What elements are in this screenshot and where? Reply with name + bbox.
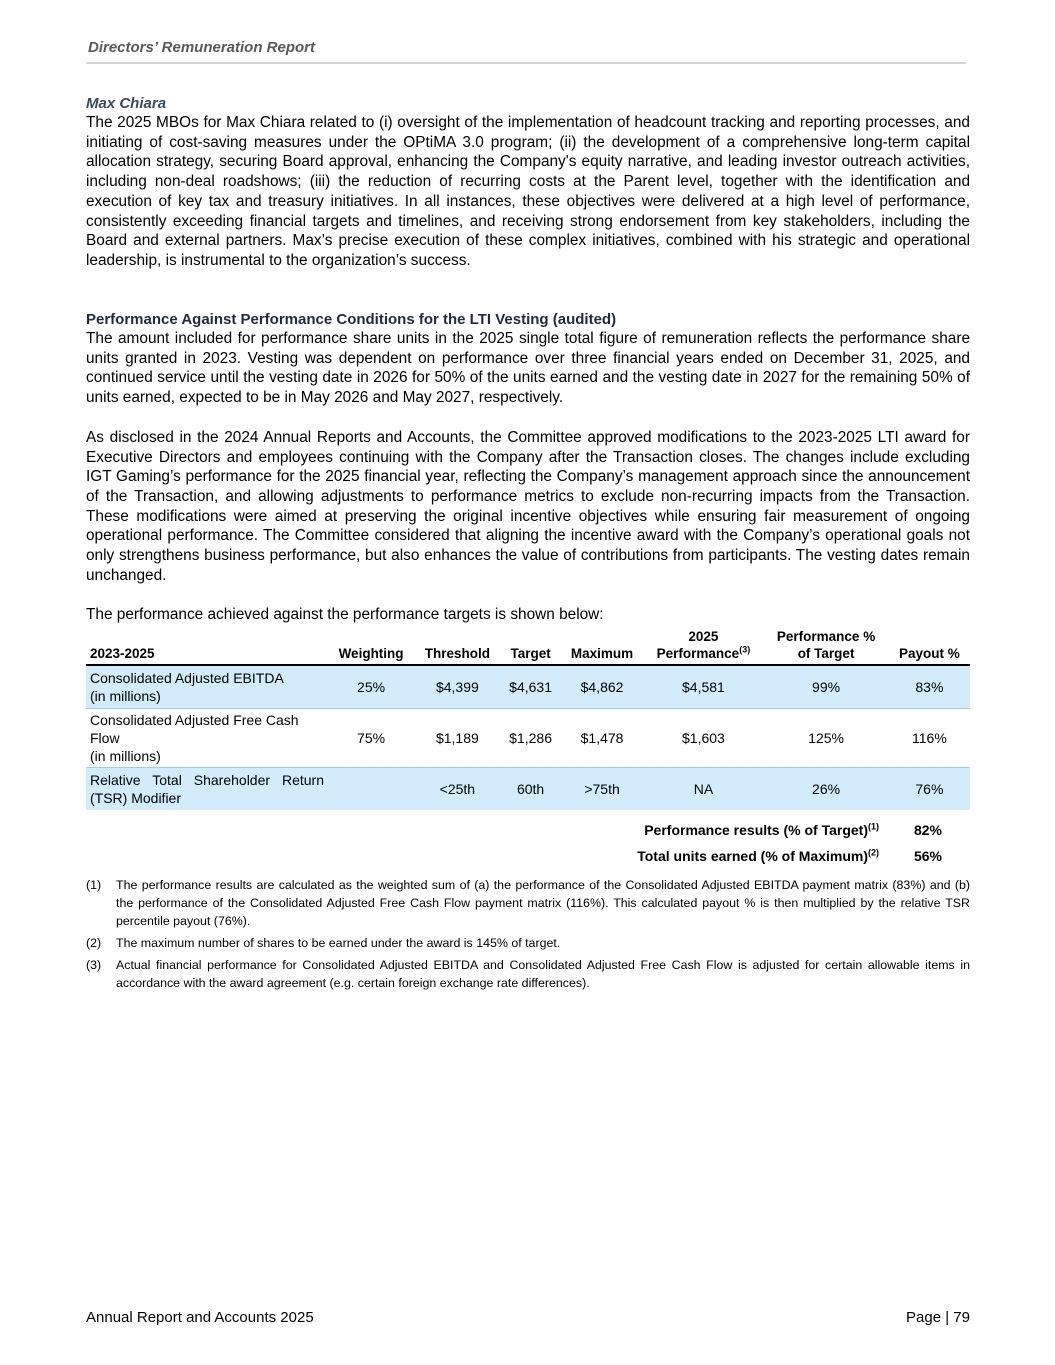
cell-weighting	[328, 768, 414, 811]
total-label	[637, 848, 879, 864]
col-payout: Payout %	[889, 628, 970, 665]
lti-heading: Performance Against Performance Conditions for the LTI Vesting (audited)	[86, 311, 617, 328]
footnote	[86, 956, 970, 992]
cell-weighting: 75%	[328, 709, 414, 768]
row-label-line2: (in millions)	[90, 748, 161, 764]
director-name: Max Chiara	[86, 95, 167, 112]
cell-pct-target: 125%	[763, 709, 888, 768]
cell-target: $4,631	[501, 665, 561, 709]
footnote-text: Actual financial performance for Consolidated Adjusted EBITDA and Consolidated Adjusted Free Cash Flow is adjusted for certain allowable items in accordance with the award agreement (e.g. certain foreign exchange rate differences).	[116, 958, 970, 990]
total-value: 56%	[913, 848, 942, 864]
footnote-text: The performance results are calculated as the weighted sum of (a) the performance of the Consolidated Adjusted EBITDA payment matrix (83%) and (b) the performance of the Consolidated Adjusted Free Cash Flow payment matrix (116%). This calculated payout % is then multiplied by the relative TSR percentile payout (76%).	[116, 878, 970, 928]
row-label-line2: (in millions)	[90, 688, 161, 704]
cell-pct-target: 26%	[763, 768, 888, 811]
footnote-number: (1)	[86, 878, 102, 892]
footnote	[86, 876, 970, 930]
lti-section	[86, 310, 970, 625]
col-target: Target	[501, 628, 561, 665]
col-threshold: Threshold	[414, 628, 500, 665]
cell-performance: $4,581	[644, 665, 764, 709]
footnote-number: (3)	[86, 958, 102, 972]
col-pct-line2: of Target	[797, 646, 855, 661]
page-number: Page | 79	[906, 1309, 970, 1326]
footnotes	[86, 876, 970, 996]
report-section-title: Directors’ Remuneration Report	[88, 39, 315, 56]
col-weighting: Weighting	[328, 628, 414, 665]
header-divider	[86, 62, 966, 64]
cell-payout: 83%	[889, 665, 970, 709]
cell-performance: NA	[644, 768, 764, 811]
col-maximum: Maximum	[561, 628, 644, 665]
footnote-number: (2)	[86, 936, 102, 950]
cell-weighting: 25%	[328, 665, 414, 709]
total-value: 82%	[913, 822, 942, 838]
col-2025-performance	[644, 628, 764, 665]
cell-pct-target: 99%	[763, 665, 888, 709]
cell-maximum: $1,478	[561, 709, 644, 768]
table-row	[86, 665, 970, 709]
cell-threshold: $1,189	[414, 709, 500, 768]
lti-paragraph-1: The amount included for performance share units in the 2025 single total figure of remuneration reflects the performance share units granted in 2023. Vesting was dependent on performance over three financial years ended on December 31, 2025, and continued service until the vesting date in 2026 for 50% of the units earned and the vesting date in 2027 for the remaining 50% of units earned, expected to be in May 2026 and May 2027, respectively.	[86, 330, 970, 407]
total-label	[644, 822, 879, 838]
row-label-line1: Relative Total Shareholder Return	[90, 772, 324, 788]
cell-payout: 76%	[889, 768, 970, 811]
total-label-text: Total units earned (% of Maximum)	[637, 848, 868, 864]
total-label-text: Performance results (% of Target)	[644, 822, 868, 838]
chiara-section	[86, 94, 970, 271]
col-pct-line1: Performance %	[776, 629, 876, 644]
col-perf-sup: (3)	[739, 644, 751, 655]
row-label	[86, 665, 328, 709]
total-label-sup: (1)	[868, 821, 879, 832]
footnote	[86, 934, 970, 952]
row-label	[86, 709, 328, 768]
cell-maximum: $4,862	[561, 665, 644, 709]
cell-target: 60th	[501, 768, 561, 811]
lti-paragraph-2: As disclosed in the 2024 Annual Reports and Accounts, the Committee approved modifications to the 2023-2025 LTI award for Executive Directors and employees continuing with the Company after the Transaction closes. The changes include excluding IGT Gaming’s performance for the 2025 financial year, reflecting the Company’s management approach since the announcement of the Transaction, and allowing adjustments to performance metrics to exclude non-recurring impacts from the Transaction. These modifications were aimed at preserving the original incentive objectives while ensuring fair measurement of ongoing operational performance. The Committee considered that aligning the incentive award with the Company’s operational goals not only strengthens business performance, but also enhances the value of contributions from participants. The vesting dates remain unchanged.	[86, 428, 970, 584]
cell-performance: $1,603	[644, 709, 764, 768]
total-label-sup: (2)	[868, 847, 879, 858]
performance-table	[86, 628, 970, 810]
table-row	[86, 709, 970, 768]
row-label-line1: Consolidated Adjusted Free Cash Flow	[90, 712, 299, 746]
row-label-line1: Consolidated Adjusted EBITDA	[90, 670, 284, 686]
row-label-line2: (TSR) Modifier	[90, 790, 182, 806]
cell-payout: 116%	[889, 709, 970, 768]
lti-paragraph-3: The performance achieved against the performance targets is shown below:	[86, 606, 604, 624]
table-header-row	[86, 628, 970, 665]
col-period: 2023-2025	[86, 628, 328, 665]
cell-threshold: $4,399	[414, 665, 500, 709]
chiara-paragraph: The 2025 MBOs for Max Chiara related to (i) oversight of the implementation of headcount tracking and reporting processes, and initiating of cost-saving measures under the OPtiMA 3.0 program; (ii) the development of a comprehensive long-term capital allocation strategy, securing Board approval, enhancing the Company's equity narrative, and leading investor outreach activities, including non-deal roadshows; (iii) the reduction of recurring costs at the Parent level, together with the identification and execution of key tax and treasury initiatives. In all instances, these objectives were delivered at a high level of performance, consistently exceeding financial targets and timelines, and receiving strong endorsement from key stakeholders, including the Board and external partners. Max’s precise execution of these complex initiatives, combined with his strategic and operational leadership, is instrumental to the organization’s success.	[86, 114, 970, 269]
table-row	[86, 768, 970, 811]
cell-threshold: <25th	[414, 768, 500, 811]
col-perf-line2: Performance	[656, 646, 740, 661]
col-perf-line1: 2025	[688, 629, 719, 644]
col-pct-of-target	[763, 628, 888, 665]
cell-maximum: >75th	[561, 768, 644, 811]
footnote-text: The maximum number of shares to be earned under the award is 145% of target.	[116, 936, 561, 950]
cell-target: $1,286	[501, 709, 561, 768]
row-label	[86, 768, 328, 811]
footer-report-title: Annual Report and Accounts 2025	[86, 1309, 314, 1326]
